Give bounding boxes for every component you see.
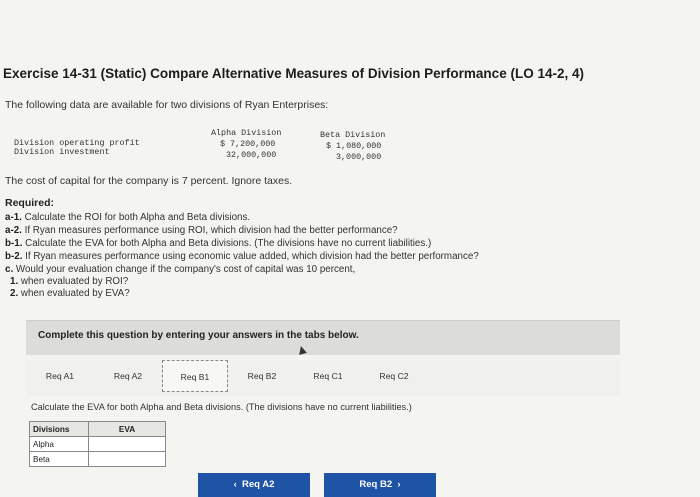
requirement-a2: a-2. If Ryan measures performance using ROI, which division had the better performance? — [5, 225, 398, 236]
chevron-right-icon: › — [397, 479, 401, 490]
cost-of-capital-text: The cost of capital for the company is 7 percent. Ignore taxes. — [5, 175, 293, 187]
requirement-a1: a-1. Calculate the ROI for both Alpha and Beta divisions. — [5, 212, 251, 223]
prev-button[interactable] — [198, 473, 310, 497]
requirement-c: c. Would your evaluation change if the company's cost of capital was 10 percent, — [5, 264, 356, 275]
header-divisions: Divisions — [30, 422, 89, 437]
tab-req-c2[interactable]: Req C2 — [379, 371, 409, 381]
chevron-left-icon: ‹ — [233, 479, 237, 490]
requirement-b2: b-2. If Ryan measures performance using economic value added, which division had the better performance? — [5, 251, 479, 262]
next-button-label: Req B2 — [359, 479, 393, 490]
header-eva: EVA — [89, 422, 166, 437]
table-row — [30, 452, 166, 467]
alpha-profit: $ 7,200,000 — [220, 139, 276, 149]
eva-input-alpha[interactable] — [89, 437, 166, 452]
page-title: Exercise 14-31 (Static) Compare Alternative Measures of Division Performance (LO 14-2, 4) — [3, 66, 584, 81]
tab-req-b1[interactable]: Req B1 — [162, 360, 228, 392]
table-row — [30, 437, 166, 452]
prev-button-label: Req A2 — [242, 479, 275, 490]
requirement-b1: b-1. Calculate the EVA for both Alpha and Beta divisions. (The divisions have no current liabilities.) — [5, 238, 432, 249]
beta-investment: 3,000,000 — [336, 152, 382, 162]
requirement-c2: 2. when evaluated by EVA? — [10, 288, 130, 299]
panel-text: Complete this question by entering your answers in the tabs below. — [38, 330, 359, 341]
intro-text: The following data are available for two divisions of Ryan Enterprises: — [5, 99, 329, 111]
row-label-investment: Division investment — [14, 147, 110, 157]
row-label-beta: Beta — [30, 452, 89, 467]
tab-req-b2[interactable]: Req B2 — [247, 371, 277, 381]
tab-req-a2[interactable]: Req A2 — [113, 371, 143, 381]
row-label-alpha: Alpha — [30, 437, 89, 452]
eva-answer-table — [29, 421, 166, 467]
col-header-beta: Beta Division — [320, 130, 386, 140]
tab-bar — [26, 360, 620, 396]
col-header-alpha: Alpha Division — [211, 128, 282, 138]
eva-input-beta[interactable] — [89, 452, 166, 467]
tab-req-c1[interactable]: Req C1 — [313, 371, 343, 381]
row-label-profit: Division operating profit — [14, 138, 140, 148]
alpha-investment: 32,000,000 — [226, 150, 277, 160]
requirement-c1: 1. when evaluated by ROI? — [10, 276, 129, 287]
tab-req-a1[interactable]: Req A1 — [45, 371, 75, 381]
eva-instruction: Calculate the EVA for both Alpha and Beta divisions. (The divisions have no current liabilities.) — [31, 402, 412, 412]
instruction-panel — [26, 320, 620, 355]
required-heading: Required: — [5, 197, 55, 209]
beta-profit: $ 1,080,000 — [326, 141, 382, 151]
next-button[interactable] — [324, 473, 436, 497]
